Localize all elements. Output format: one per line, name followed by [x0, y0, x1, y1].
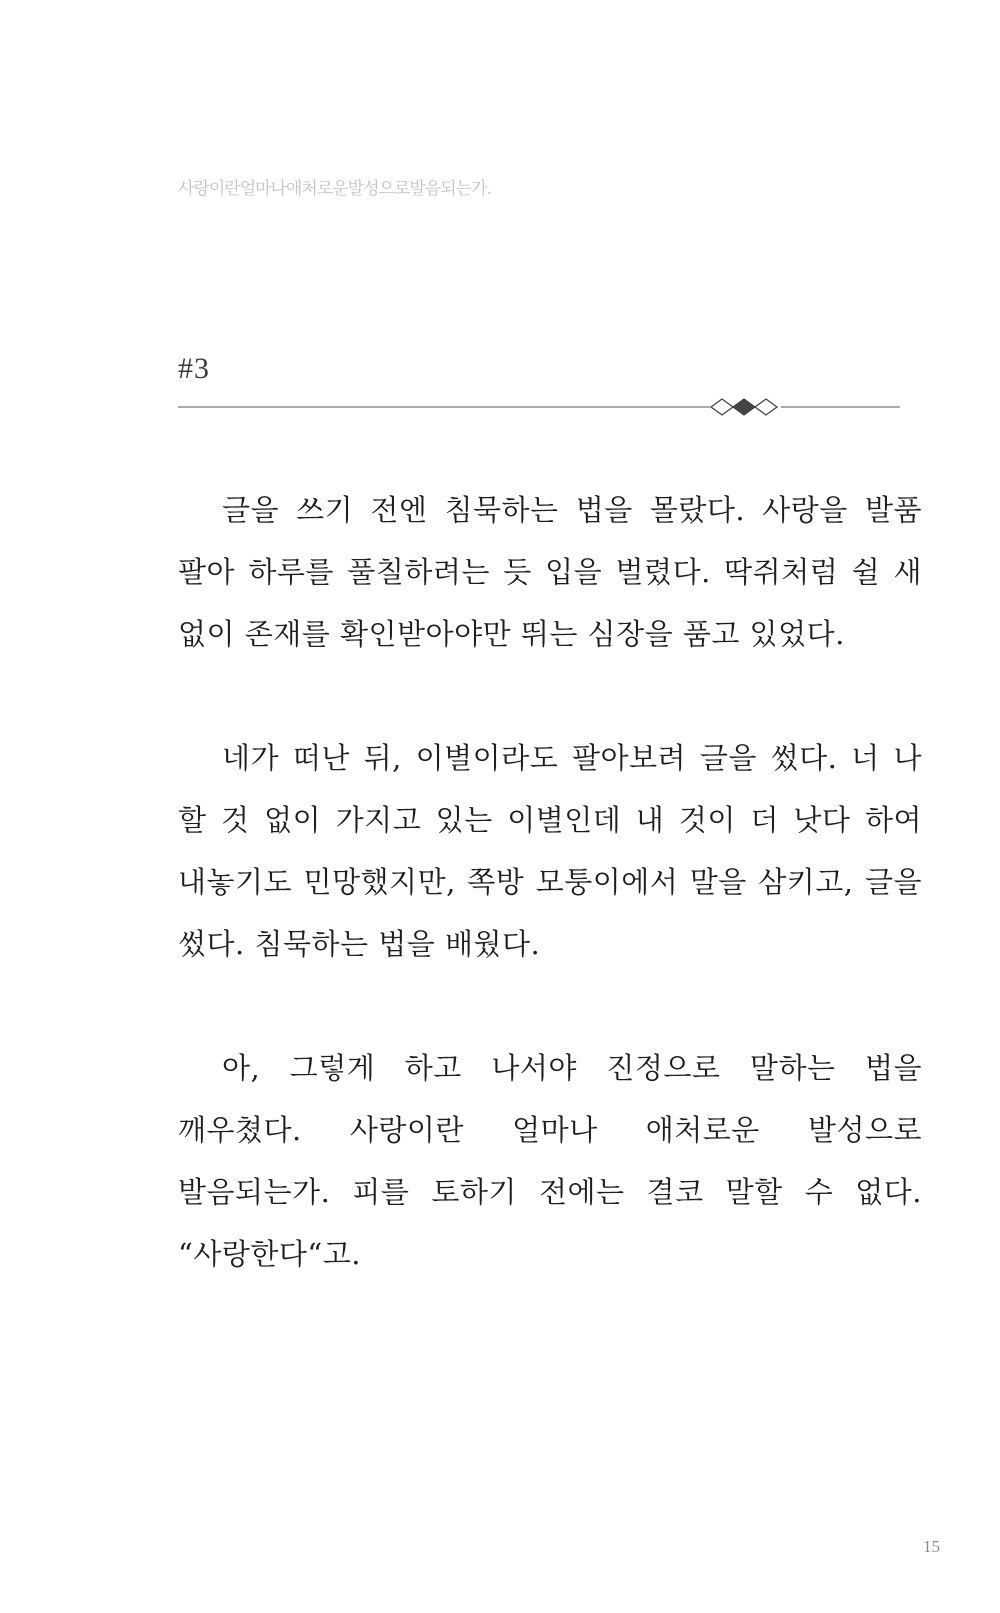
- body-text: [178, 479, 922, 1285]
- diamond-ornament-icon: [711, 399, 777, 415]
- running-header: 사랑이란얼마나애처로운발성으로발음되는가.: [178, 179, 491, 199]
- paragraph: 글을 쓰기 전엔 침묵하는 법을 몰랐다. 사랑을 발품 팔아 하루를 풀칠하려는 듯 입을 벌렸다. 딱쥐처럼 쉴 새 없이 존재를 확인받아야만 뛰는 심장을 품고 있었다.: [178, 493, 922, 651]
- chapter-divider: [178, 395, 922, 419]
- chapter-number: #3: [178, 352, 210, 385]
- paragraph: 아, 그렇게 하고 나서야 진정으로 말하는 법을 깨우쳤다. 사랑이란 얼마나 애처로운 발성으로 발음되는가. 피를 토하기 전에는 결코 말할 수 없다. “사랑한다“고.: [178, 1051, 922, 1271]
- paragraph: 네가 떠난 뒤, 이별이라도 팔아보려 글을 썼다. 너 나 할 것 없이 가지고 있는 이별인데 내 것이 더 낫다 하여 내놓기도 민망했지만, 쪽방 모퉁이에서 말을 삼키고, 글을 썼다. 침묵하는 법을 배웠다.: [178, 741, 922, 961]
- page-number: 15: [923, 1537, 940, 1556]
